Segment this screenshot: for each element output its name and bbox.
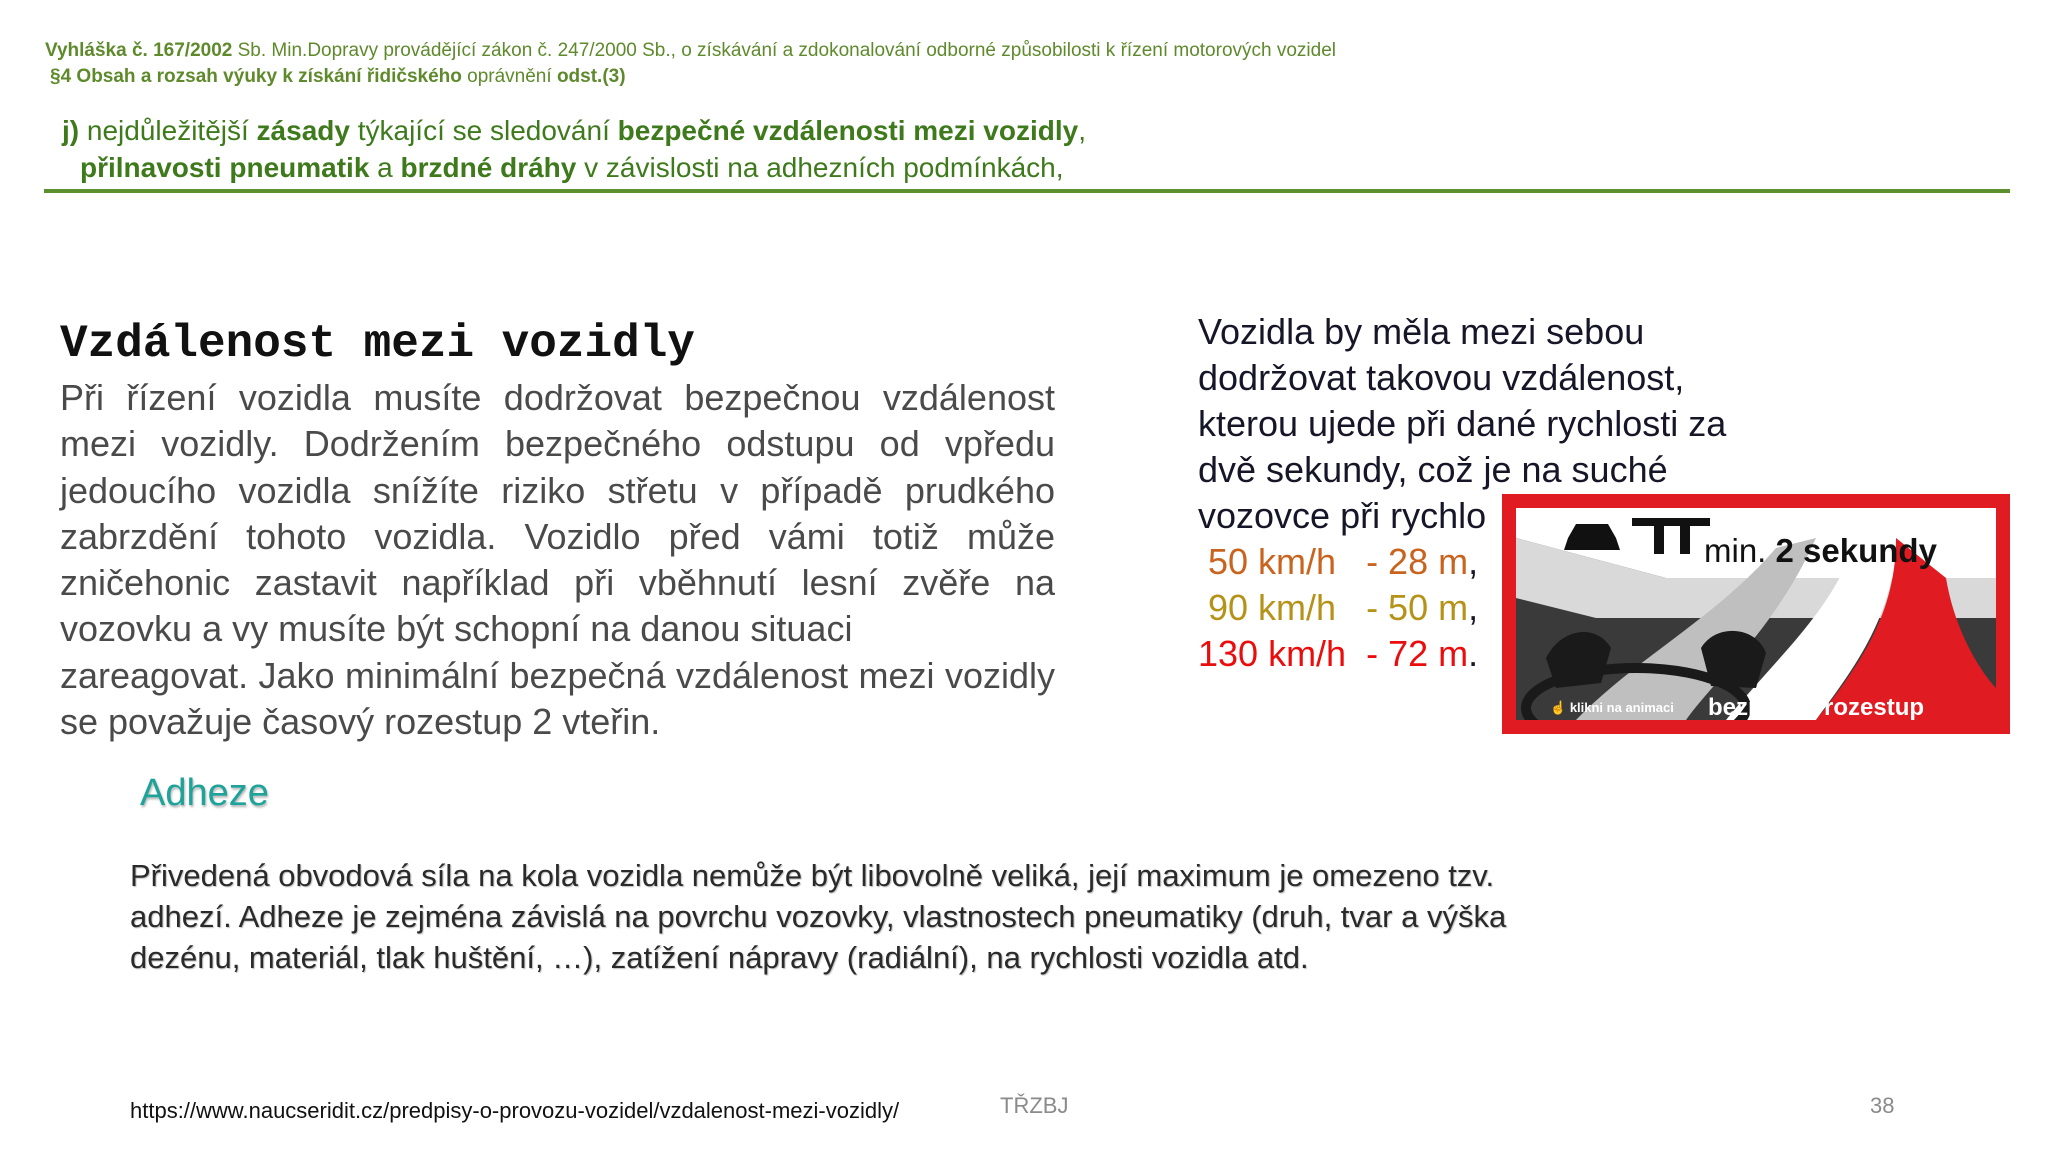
section-reference: §4 Obsah a rozsah výuky k získání řidičského oprávnění odst.(3) <box>50 66 626 87</box>
speed-row-50: 50 km/h - 28 m, <box>1198 541 1479 582</box>
sign-safe-gap-label: bezpečný rozestup <box>1708 694 1925 720</box>
adhesion-paragraph: Přivedená obvodová síla na kola vozidla nemůže být libovolně veliká, její maximum je omezeno tzv. adhezí. Adheze je zejména závislá na povrchu vozovky, vlastnostech pneumatiky (druh, tvar a výška dezénu, materiál, tlak huštění, …), zatížení nápravy (radiální), na rychlosti vozidla atd. <box>130 858 1507 975</box>
regulation-reference: Vyhláška č. 167/2002 Sb. Min.Dopravy provádějící zákon č. 247/2000 Sb., o získávání a zdokonalování odborné způsobilosti k řízení motorových vozidel <box>45 40 1337 61</box>
header-divider <box>44 189 2010 193</box>
section-title: Vzdálenost mezi vozidly <box>60 318 695 370</box>
adhesion-title: Adheze <box>140 772 269 814</box>
click-animation-hint[interactable]: ☝ klikni na animaci <box>1550 700 1674 715</box>
sign-min-seconds: min. 2 sekundy <box>1704 532 1937 569</box>
speed-row-130: 130 km/h - 72 m. <box>1198 633 1479 674</box>
source-link[interactable]: https://www.naucseridit.cz/predpisy-o-provozu-vozidel/vzdalenost-mezi-vozidly/ <box>130 1098 900 1123</box>
author-label: TŘZBJ <box>1000 1093 1069 1118</box>
speed-row-90: 90 km/h - 50 m, <box>1198 587 1479 628</box>
distance-rule-text: Vozidla by měla mezi sebou dodržovat takovou vzdálenost, kterou ujede při dané rychlosti za dvě sekundy, což je na suché vozovce při rychlo 50 km/h - 28 m, 90 km/h - 50 m, 130 km/h - 72 m. <box>1198 309 1918 677</box>
page-number: 38 <box>1870 1093 1895 1118</box>
topic-heading: j) nejdůležitější zásady týkající se sledování bezpečné vzdálenosti mezi vozidly, přilnavosti pneumatik a brzdné dráhy v závislosti na adhezních podmínkách, <box>62 115 1086 183</box>
sign-panel <box>1516 508 1996 720</box>
section-paragraph: Při řízení vozidla musíte dodržovat bezpečnou vzdálenost mezi vozidly. Dodržením bezpečného odstupu od vpředu jedoucího vozidla snížíte riziko střetu v případě prudkého zabrzdění tohoto vozidla. Vozidlo před vámi totiž může zničehonic zastavit například při vběhnutí lesní zvěře na vozovku a vy musíte být schopní na danou situaci zareagovat. Jako minimální bezpečná vzdálenost mezi vozidly se považuje časový rozestup 2 vteřin. <box>60 377 1055 743</box>
safe-distance-animation-sign[interactable] <box>1502 494 2010 734</box>
